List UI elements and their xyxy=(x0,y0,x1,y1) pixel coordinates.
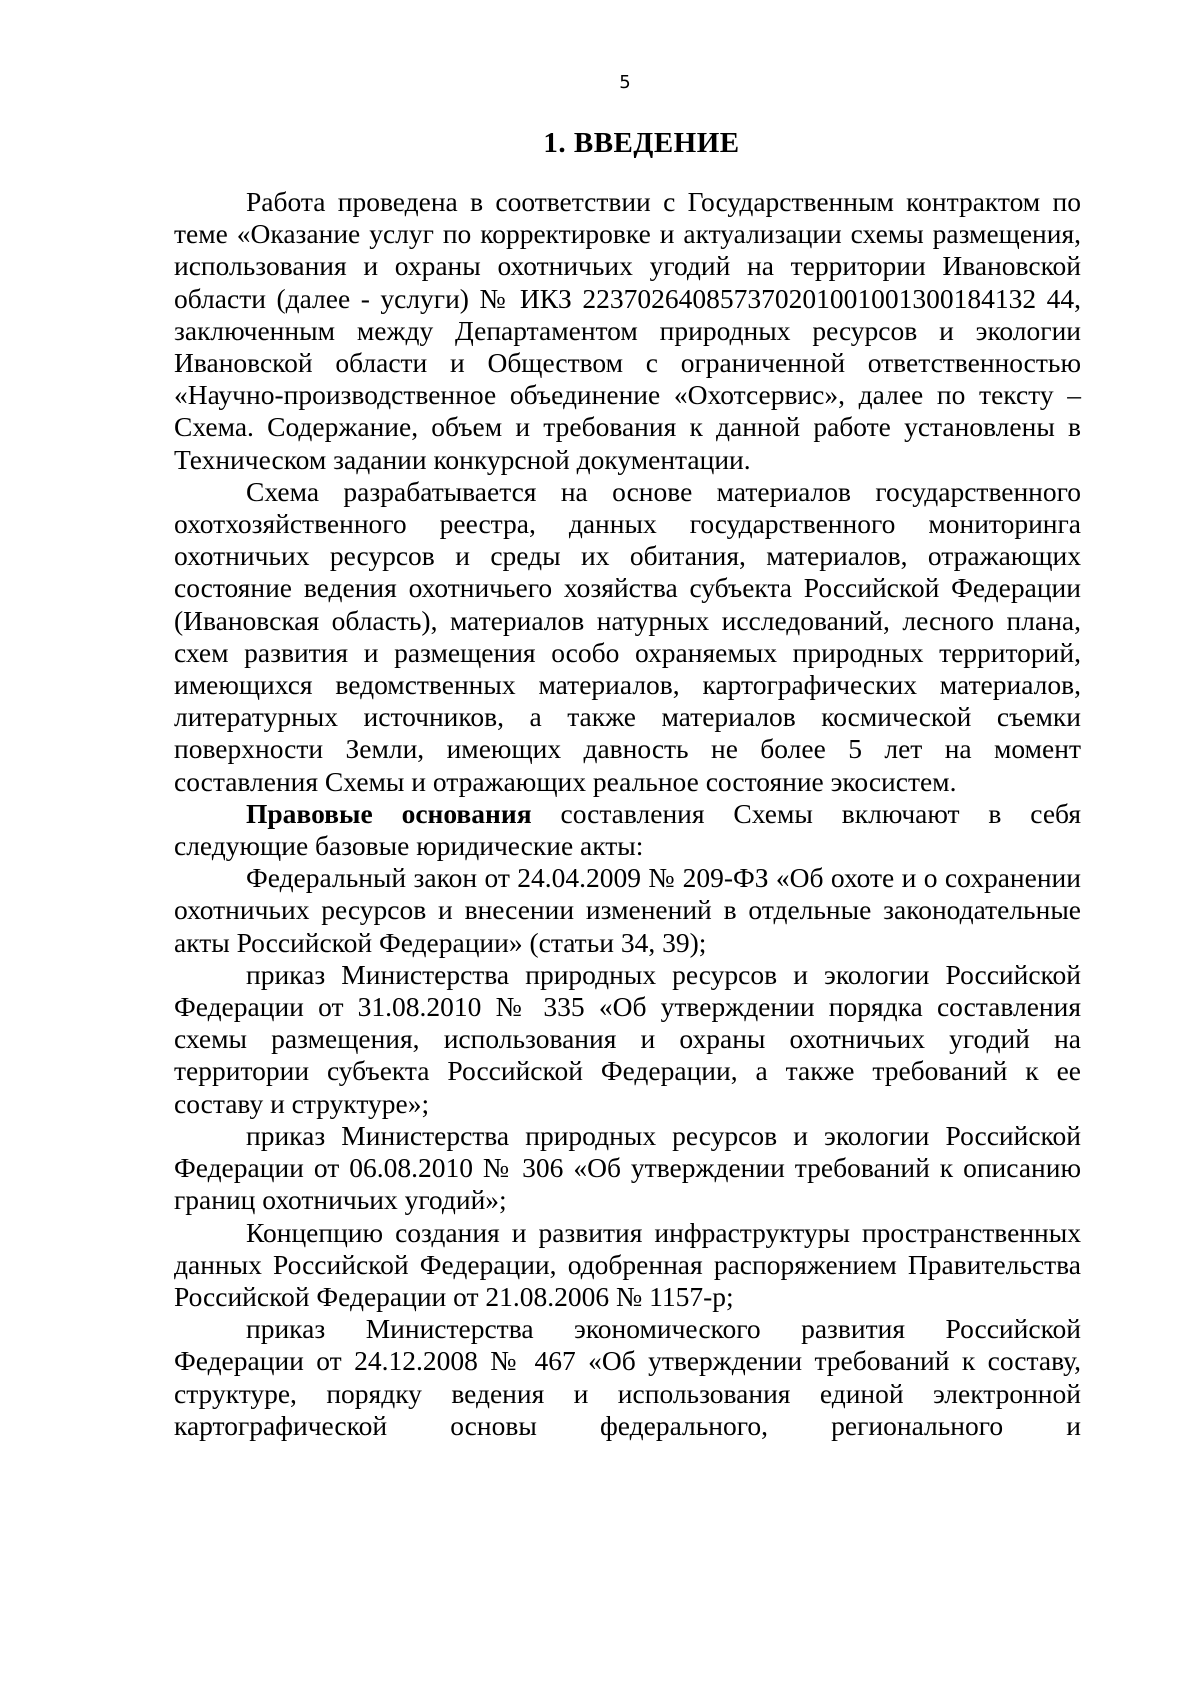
paragraph-contract: Работа проведена в соответствии с Государственным контрактом по теме «Оказание услуг по корректировке и актуализации схемы размещения, использования и охраны охотничьих угодий на территории Ивановской области (далее - услуги) № ИКЗ 223702640857370201001001300184132 44, заключенным между Департаментом природных ресурсов и экологии Ивановской области и Обществом с ограниченной ответственностью «Научно-производственное объединение «Охотсервис», далее по тексту – Схема. Содержание, объем и требования к данной работе установлены в Техническом задании конкурсной документации. xyxy=(174,186,1081,475)
paragraph-scheme-basis: Схема разрабатывается на основе материалов государственного охотхозяйственного реестра, данных государственного мониторинга охотничьих ресурсов и среды их обитания, материалов, отражающих состояние ведения охотничьего хозяйства субъекта Российской Федерации (Ивановская область), материалов натурных исследований, лесного плана, схем развития и размещения особо охраняемых природных территорий, имеющихся ведомственных материалов, картографических материалов, литературных источников, а также материалов космической съемки поверхности Земли, имеющих давность не более 5 лет на момент составления Схемы и отражающих реальное состояние экосистем. xyxy=(174,475,1081,797)
paragraph-order-335: приказ Министерства природных ресурсов и экологии Российской Федерации от 31.08.2010 № 335 «Об утверждении порядка составления схемы размещения, использования и охраны охотничьих угодий на территории субъекта Российской Федерации, а также требований к ее составу и структуре»; xyxy=(174,958,1081,1119)
section-heading: 1. ВВЕДЕНИЕ xyxy=(543,127,740,159)
paragraph-legal-basis xyxy=(174,798,1081,862)
legal-basis-bold: Правовые основания xyxy=(246,797,532,829)
paragraph-order-467: приказ Министерства экономического развития Российской Федерации от 24.12.2008 № 467 «Об утверждении требований к составу, структуре, порядку ведения и использования единой электронной картографической основы федерального, регионального и xyxy=(174,1313,1081,1441)
legal-basis-text: составления Схемы включают в себя следующие базовые юридические акты: xyxy=(174,797,1081,862)
document-body xyxy=(174,186,1081,1442)
paragraph-federal-law: Федеральный закон от 24.04.2009 № 209-ФЗ «Об охоте и о сохранении охотничьих ресурсов и внесении изменений в отдельные законодательные акты Российской Федерации» (статьи 34, 39); xyxy=(174,862,1081,958)
page-number: 5 xyxy=(619,72,631,93)
paragraph-order-306: приказ Министерства природных ресурсов и экологии Российской Федерации от 06.08.2010 № 306 «Об утверждении требований к описанию границ охотничьих угодий»; xyxy=(174,1119,1081,1216)
paragraph-concept: Концепцию создания и развития инфраструктуры пространственных данных Российской Федерации, одобренная распоряжением Правительства Российской Федерации от 21.08.2006 № 1157-р; xyxy=(174,1216,1081,1312)
